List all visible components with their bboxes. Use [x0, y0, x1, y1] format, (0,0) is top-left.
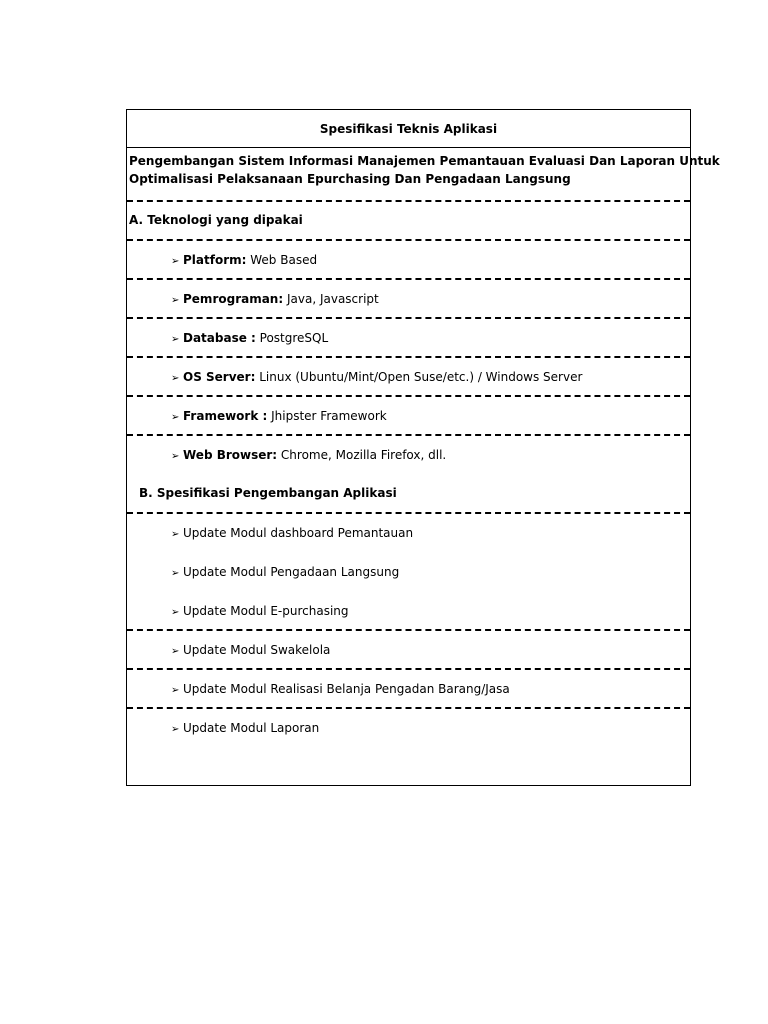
- dev-item: [127, 514, 690, 553]
- tech-value: Jhipster Framework: [267, 409, 387, 423]
- arrow-bullet-icon: ➢: [171, 256, 180, 267]
- dev-item-text: Update Modul dashboard Pemantauan: [183, 526, 414, 540]
- dev-item: [127, 709, 690, 785]
- arrow-bullet-icon: ➢: [171, 295, 180, 306]
- dev-item-text: Update Modul E-purchasing: [183, 604, 349, 618]
- tech-item-pemrograman: [127, 280, 690, 319]
- tech-value: Chrome, Mozilla Firefox, dll.: [277, 448, 447, 462]
- tech-value: PostgreSQL: [255, 331, 329, 345]
- arrow-bullet-icon: ➢: [171, 373, 180, 384]
- section-a-heading: A. Teknologi yang dipakai: [129, 213, 303, 227]
- tech-item-os-server: [127, 358, 690, 397]
- tech-label: Database :: [183, 331, 256, 345]
- section-a-row: [127, 202, 690, 241]
- arrow-bullet-icon: ➢: [171, 646, 180, 657]
- dev-item-text: Update Modul Pengadaan Langsung: [183, 565, 400, 579]
- arrow-bullet-icon: ➢: [171, 334, 180, 345]
- section-b-heading: B. Spesifikasi Pengembangan Aplikasi: [139, 486, 397, 500]
- dev-item-text: Update Modul Realisasi Belanja Pengadan Barang/Jasa: [183, 682, 510, 696]
- project-title-line-1: Pengembangan Sistem Informasi Manajemen Pemantauan Evaluasi Dan Laporan Untuk: [129, 154, 720, 168]
- tech-label: Web Browser:: [183, 448, 278, 462]
- arrow-bullet-icon: ➢: [171, 724, 180, 735]
- project-title-line-2: Optimalisasi Pelaksanaan Epurchasing Dan Pengadaan Langsung: [129, 172, 571, 186]
- document-title: Spesifikasi Teknis Aplikasi: [319, 122, 498, 136]
- tech-item-web-browser: [127, 436, 690, 475]
- tech-label: Pemrograman:: [183, 292, 284, 306]
- dev-item: [127, 670, 690, 709]
- title-row: [127, 110, 690, 148]
- arrow-bullet-icon: ➢: [171, 685, 180, 696]
- tech-label: OS Server:: [183, 370, 256, 384]
- dev-item: [127, 553, 690, 592]
- tech-label: Platform:: [183, 253, 247, 267]
- dev-item: [127, 592, 690, 631]
- arrow-bullet-icon: ➢: [171, 412, 180, 423]
- tech-label: Framework :: [183, 409, 268, 423]
- tech-item-database: [127, 319, 690, 358]
- arrow-bullet-icon: ➢: [171, 529, 180, 540]
- tech-value: Web Based: [246, 253, 318, 267]
- tech-item-framework: [127, 397, 690, 436]
- dev-item: [127, 631, 690, 670]
- dev-item-text: Update Modul Laporan: [183, 721, 320, 735]
- arrow-bullet-icon: ➢: [171, 568, 180, 579]
- arrow-bullet-icon: ➢: [171, 607, 180, 618]
- tech-value: Linux (Ubuntu/Mint/Open Suse/etc.) / Windows Server: [255, 370, 583, 384]
- project-row: [127, 148, 720, 202]
- arrow-bullet-icon: ➢: [171, 451, 180, 462]
- tech-value: Java, Javascript: [283, 292, 379, 306]
- section-b-row: [127, 475, 690, 514]
- spec-table: [126, 109, 720, 786]
- dev-item-text: Update Modul Swakelola: [183, 643, 331, 657]
- tech-item-platform: [127, 241, 690, 280]
